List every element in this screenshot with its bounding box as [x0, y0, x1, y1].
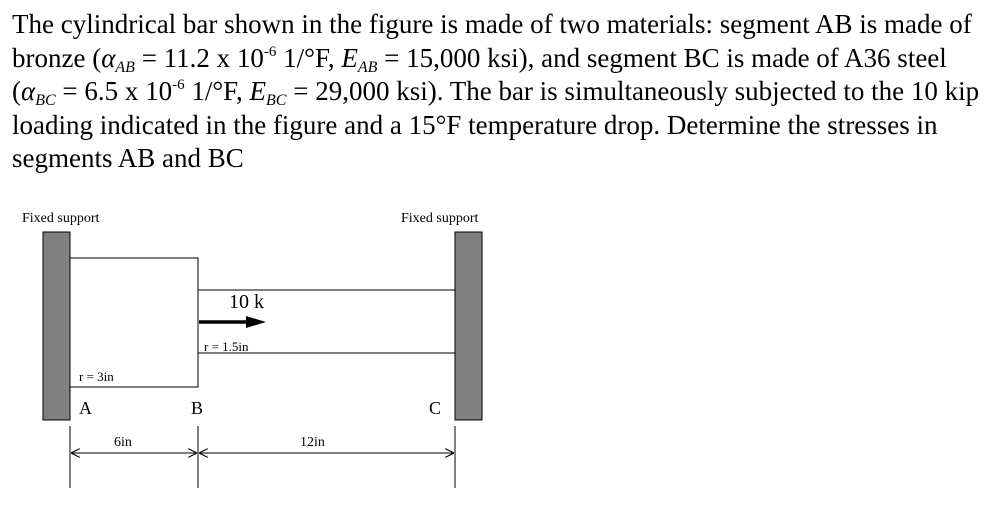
point-b-label: B — [191, 398, 204, 418]
right-support-label: Fixed support — [401, 211, 479, 226]
exponent: -6 — [172, 77, 185, 93]
load-arrow-head — [246, 316, 266, 328]
radius-ab-label: r = 3in — [79, 369, 114, 384]
subscript-bc: BC — [266, 92, 287, 109]
point-c-label: C — [429, 398, 442, 418]
load-label: 10 k — [229, 291, 264, 313]
problem-text: 1/°F, — [276, 42, 342, 73]
problem-text: = 11.2 x 10 — [134, 42, 264, 73]
problem-text: 1/°F, — [184, 76, 250, 106]
subscript-ab: AB — [115, 58, 135, 76]
length-bc-label: 12in — [300, 435, 325, 450]
problem-text: = 29,000 ksi). The bar is simultaneously subjected to the 10 kip loading indicated in the figure and a 15°F temperature drop. Determine the stresses in segments AB and BC — [12, 76, 980, 173]
alpha-symbol: α — [21, 76, 36, 106]
segment-ab — [70, 258, 198, 387]
left-fixed-support — [43, 232, 70, 420]
left-support-label: Fixed support — [22, 211, 100, 226]
radius-bc-label: r = 1.5in — [204, 339, 249, 354]
point-a-label: A — [79, 398, 92, 418]
alpha-symbol: α — [101, 42, 116, 73]
exponent: -6 — [263, 43, 277, 60]
problem-text: = 6.5 x 10 — [55, 76, 173, 106]
problem-text: The cylindrical bar shown in the figure is made of two materials: segment AB is made of bronze ( — [12, 9, 972, 73]
subscript-bc: BC — [35, 92, 56, 109]
problem-text: = 15,000 ksi), and segment BC is made of A36 steel ( — [12, 42, 947, 106]
modulus-symbol: E — [341, 42, 358, 73]
modulus-symbol: E — [249, 76, 267, 106]
length-ab-label: 6in — [114, 435, 132, 450]
subscript-ab: AB — [357, 58, 378, 76]
right-fixed-support — [455, 232, 482, 420]
